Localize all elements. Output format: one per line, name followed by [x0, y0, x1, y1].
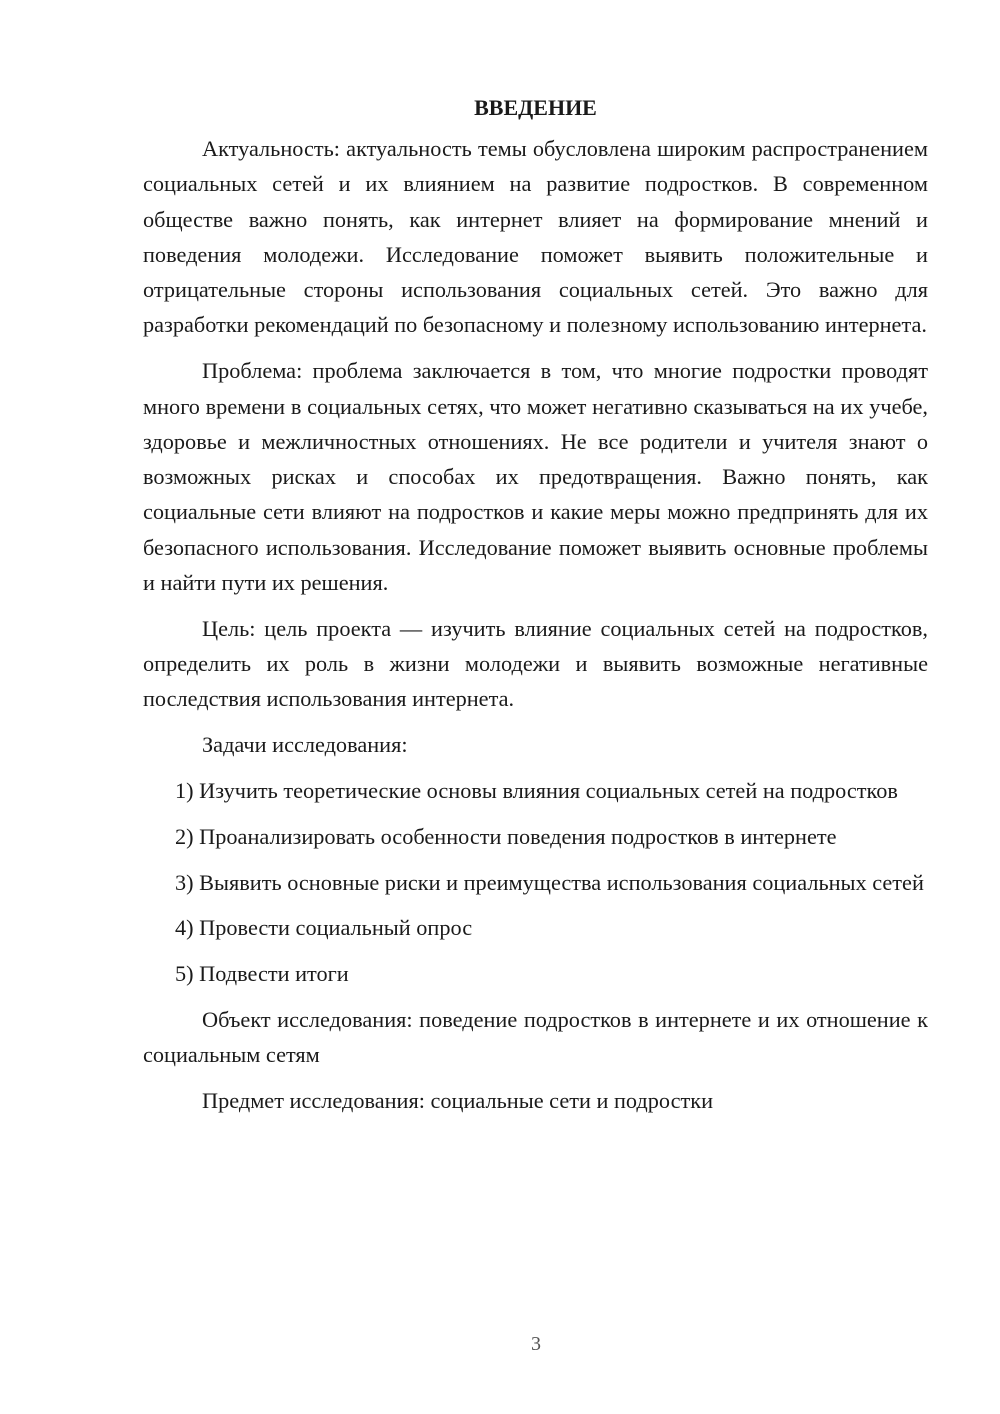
task-item: 4) Провести социальный опрос	[175, 915, 473, 941]
tasks-heading: Задачи исследования:	[202, 732, 408, 758]
research-subject-paragraph: Предмет исследования: социальные сети и подростки	[202, 1088, 714, 1114]
task-item: 5) Подвести итоги	[175, 961, 349, 987]
task-item: 2) Проанализировать особенности поведения подростков в интернете	[175, 823, 837, 849]
goal-paragraph: Цель: цель проекта — изучить влияние социальных сетей на подростков, определить их роль в жизни молодежи и выявить возможные негативные последствия использования интернета.	[143, 615, 928, 712]
task-item: 3) Выявить основные риски и преимущества использования социальных сетей	[175, 869, 924, 895]
research-object-paragraph: Объект исследования: поведение подростков в интернете и их отношение к социальным сетям	[143, 1007, 928, 1068]
relevance-paragraph: Актуальность: актуальность темы обусловлена широким распространением социальных сетей и их влиянием на развитие подростков. В современном обществе важно понять, как интернет влияет на формирование мнений и поведения молодежи. Исследование поможет выявить положительные и отрицательные стороны использования социальных сетей. Это важно для разработки рекомендаций по безопасному и полезному использованию интернета.	[143, 136, 928, 338]
task-item: 1) Изучить теоретические основы влияния социальных сетей на подростков	[175, 778, 898, 804]
document-page	[143, 88, 928, 1129]
problem-paragraph: Проблема: проблема заключается в том, что многие подростки проводят много времени в социальных сетях, что может негативно сказываться на их учебе, здоровье и межличностных отношениях. Не все родители и учителя знают о возможных рисках и способах их предотвращения. Важно понять, как социальные сети влияют на подростков и какие меры можно предпринять для их безопасного использования. Исследование поможет выявить основные проблемы и найти пути их решения.	[143, 358, 928, 596]
section-title: ВВЕДЕНИЕ	[474, 95, 597, 120]
page-number: 3	[531, 1333, 541, 1355]
